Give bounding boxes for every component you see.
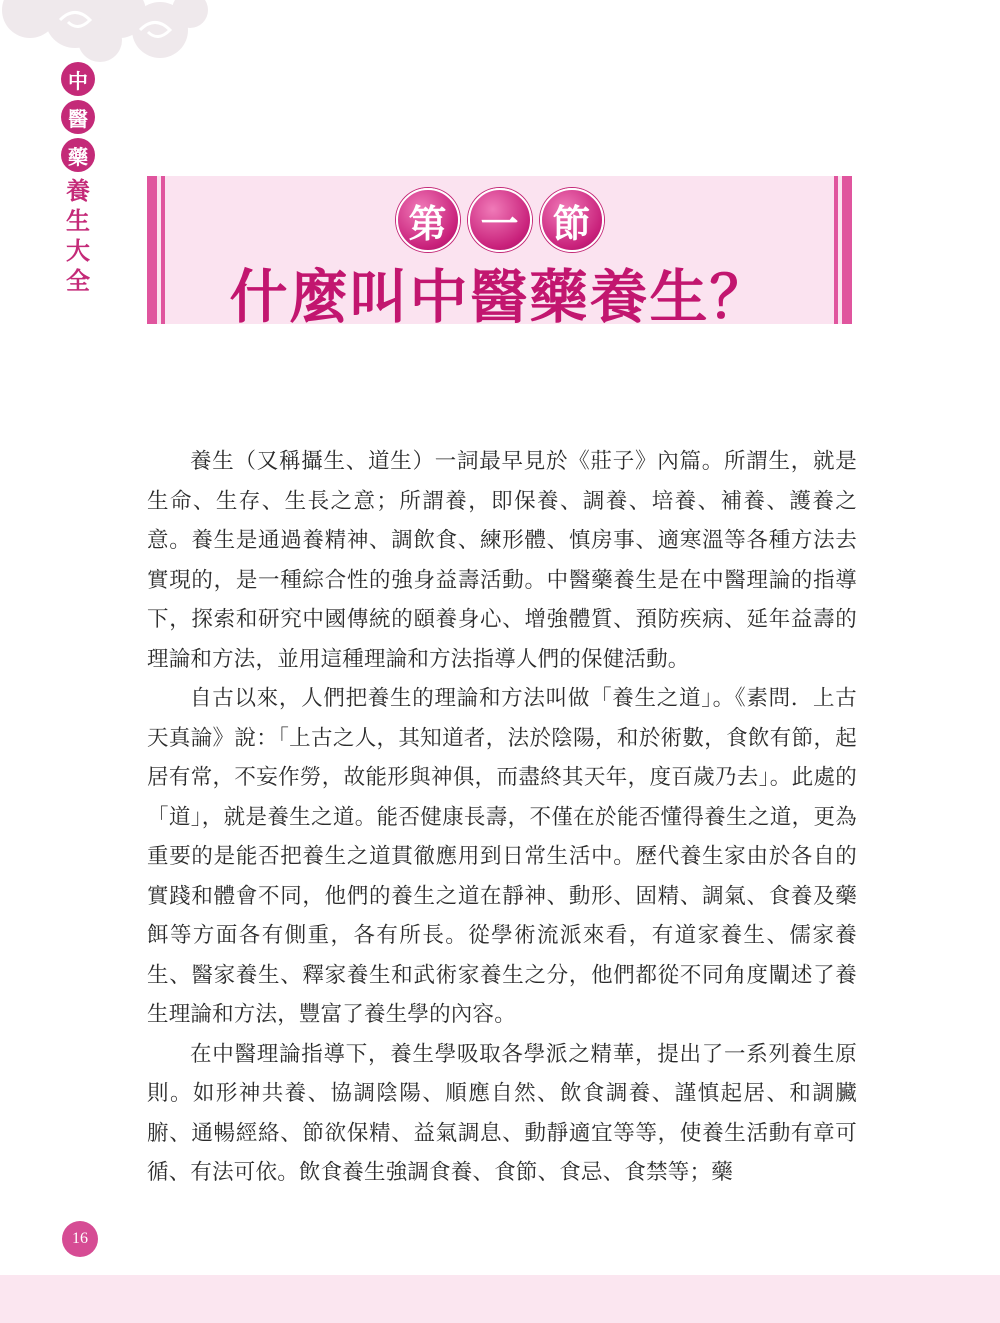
book-title-char: 養 (66, 177, 90, 205)
section-label (147, 188, 852, 252)
book-title-char: 全 (66, 267, 90, 295)
book-title-char: 醫 (61, 100, 95, 134)
book-title-char: 中 (61, 62, 95, 96)
page-title: 什麼叫中醫藥養生？ (229, 263, 770, 331)
book-title-char: 生 (66, 207, 90, 235)
section-char: 節 (540, 188, 604, 252)
paragraph: 養生（又稱攝生、道生）一詞最早見於《莊子》內篇。所謂生，就是生命、生存、生長之意；所謂養，即保養、調養、培養、補養、護養之意。養生是通過養精神、調飲食、練形體、慎房事、適寒溫等各種方法去實現的，是一種綜合性的強身益壽活動。中醫藥養生是在中醫理論的指導下，探索和研究中國傳統的頤養身心、增強體質、預防疾病、延年益壽的理論和方法，並用這種理論和方法指導人們的保健活動。 (147, 449, 857, 672)
page-number: 16 (62, 1221, 98, 1257)
chapter-banner (147, 176, 852, 331)
book-title-char: 大 (66, 237, 90, 265)
body-text (147, 442, 857, 1193)
book-title-char: 藥 (61, 138, 95, 172)
book-title-vertical (58, 62, 98, 296)
paragraph: 在中醫理論指導下，養生學吸取各學派之精華，提出了一系列養生原則。如形神共養、協調陰陽、順應自然、飲食調養、謹慎起居、和調臟腑、通暢經絡、節欲保精、益氣調息、動靜適宜等等，使養生活動有章可循、有法可依。飲食養生強調食養、食節、食忌、食禁等；藥 (147, 1041, 857, 1185)
paragraph: 自古以來，人們把養生的理論和方法叫做「養生之道」。《素問．上古天真論》說：「上古之人，其知道者，法於陰陽，和於術數，食飲有節，起居有常，不妄作勞，故能形與神俱，而盡終其天年，度百歲乃去」。此處的「道」，就是養生之道。能否健康長壽，不僅在於能否懂得養生之道，更為重要的是能否把養生之道貫徹應用到日常生活中。歷代養生家由於各自的實踐和體會不同，他們的養生之道在靜神、動形、固精、調氣、食養及藥餌等方面各有側重，各有所長。從學術流派來看，有道家養生、儒家養生、醫家養生、釋家養生和武術家養生之分，他們都從不同角度闡述了養生理論和方法，豐富了養生學的內容。 (147, 686, 857, 1027)
footer-band (0, 1275, 1000, 1323)
cloud-ornament (0, 0, 210, 80)
section-char: 一 (468, 188, 532, 252)
section-char: 第 (396, 188, 460, 252)
